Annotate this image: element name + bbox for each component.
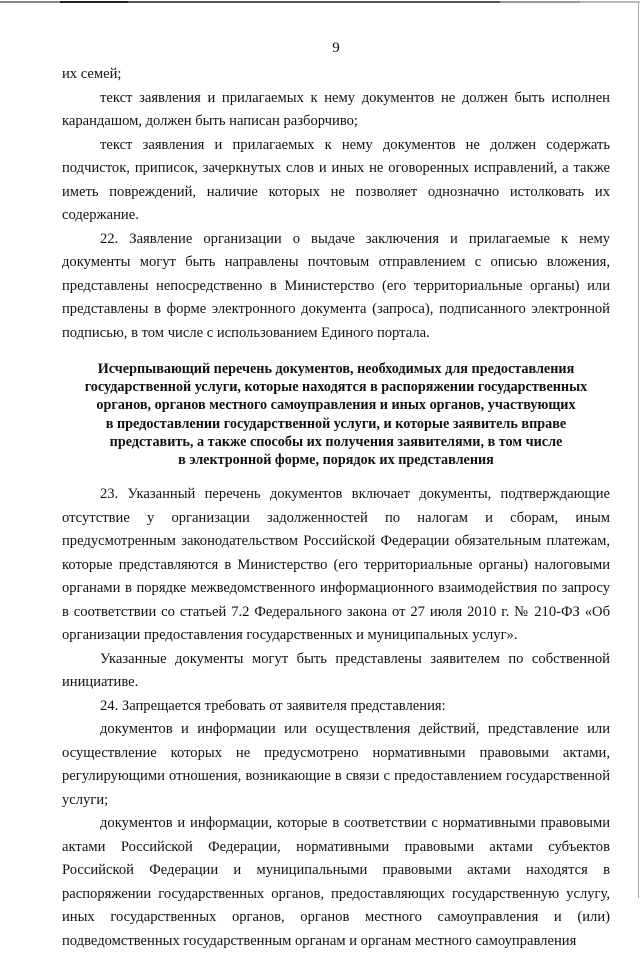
section-heading-line: государственной услуги, которые находятся в распоряжении государственных	[84, 379, 588, 396]
paragraph-24: 24. Запрещается требовать от заявителя представления:	[100, 697, 446, 714]
section-heading-line: представить, а также способы их получения заявителями, в том числе	[109, 433, 563, 450]
page-number: 9	[332, 40, 340, 56]
paragraph: текст заявления и прилагаемых к нему документов не должен содержать подчисток, приписок, зачеркнутых слов и иных не оговоренных исправлений, а также иметь повреждений, наличие которых не позволяет однозначно истолковать их содержание.	[62, 136, 610, 223]
section-heading-line: органов, органов местного самоуправления и иных органов, участвующих	[96, 397, 576, 414]
paragraph: документов и информации или осуществления действий, представление или осуществление которых не предусмотрено нормативными правовыми актами, регулирующими отношения, возникающие в связи с предоставлением государственной услуги;	[62, 721, 610, 808]
section-heading-line: в предоставлении государственной услуги, и которые заявитель вправе	[105, 415, 567, 432]
scan-right-edge	[638, 3, 639, 898]
section-heading-line: Исчерпывающий перечень документов, необходимых для предоставления	[97, 361, 575, 377]
paragraph-22: 22. Заявление организации о выдаче заключения и прилагаемые к нему документы могут быть направлены почтовым отправлением с описью вложения, представлены непосредственно в Министерство (его территориальные органы) или представлены в форме электронного документа (запроса), подписанного электронной подписью, в том числе с использованием Единого портала.	[62, 230, 610, 341]
document-body	[62, 63, 610, 953]
paragraph-continuation: их семей;	[62, 66, 122, 82]
scan-top-edge	[0, 1, 640, 3]
paragraph-23: 23. Указанный перечень документов включает документы, подтверждающие отсутствие у организации задолженностей по налогам и сборам, иным предусмотренным законодательством Российской Федерации обязательным платежам, которые представляются в Министерство (его территориальные органы) налоговыми органами в порядке межведомственного информационного взаимодействия по запросу в соответствии со статьей 7.2 Федерального закона от 27 июля 2010 г. № 210-ФЗ «Об организации предоставления государственных и муниципальных услуг».	[62, 486, 610, 644]
paragraph: документов и информации, которые в соответствии с нормативными правовыми актами Российской Федерации, нормативными правовыми актами субъектов Российской Федерации и муниципальными правовыми актами находятся в распоряжении государственных органов, предоставляющих государственную услугу, иных государственных органов, органов местного самоуправления и (или) подведомственных государственным органам и органам местного самоуправления	[62, 815, 610, 949]
section-heading-line: в электронной форме, порядок их представления	[178, 452, 494, 469]
section-heading	[62, 360, 610, 469]
paragraph: Указанные документы могут быть представлены заявителем по собственной инициативе.	[62, 650, 610, 691]
paragraph: текст заявления и прилагаемых к нему документов не должен быть исполнен карандашом, должен быть написан разборчиво;	[62, 89, 610, 129]
